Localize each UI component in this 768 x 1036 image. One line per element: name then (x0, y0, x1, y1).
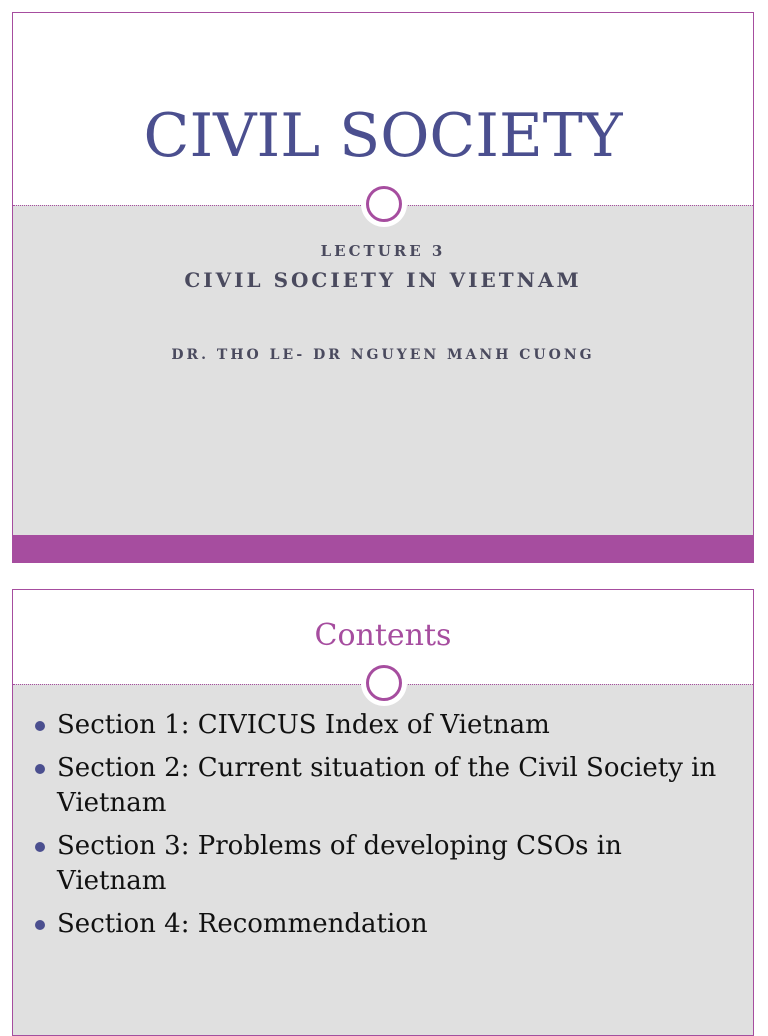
slide-title: CIVIL SOCIETY (143, 101, 623, 171)
list-item (33, 708, 733, 743)
list-item-text: Section 3: Problems of developing CSOs in Vietnam (57, 831, 622, 896)
lecture-number: LECTURE 3 (320, 242, 446, 260)
bullet-icon (35, 920, 45, 930)
bottom-accent-bar (13, 535, 753, 562)
bullet-icon (35, 842, 45, 852)
title-slide (12, 12, 754, 563)
list-item-text: Section 4: Recommendation (57, 909, 428, 939)
list-item (33, 829, 733, 899)
contents-list (33, 708, 733, 950)
list-item-text: Section 1: CIVICUS Index of Vietnam (57, 710, 550, 740)
authors: DR. THO LE- DR NGUYEN MANH CUONG (171, 347, 595, 363)
bullet-icon (35, 721, 45, 731)
contents-slide (12, 589, 754, 1036)
circle-ornament-icon (366, 186, 402, 222)
list-item (33, 751, 733, 821)
list-item (33, 907, 733, 942)
list-item-text: Section 2: Current situation of the Civil Society in Vietnam (57, 753, 717, 818)
slide-subtitle: CIVIL SOCIETY IN VIETNAM (184, 268, 582, 292)
bullet-icon (35, 764, 45, 774)
circle-ornament-icon (366, 665, 402, 701)
slide-title: Contents (314, 618, 452, 653)
